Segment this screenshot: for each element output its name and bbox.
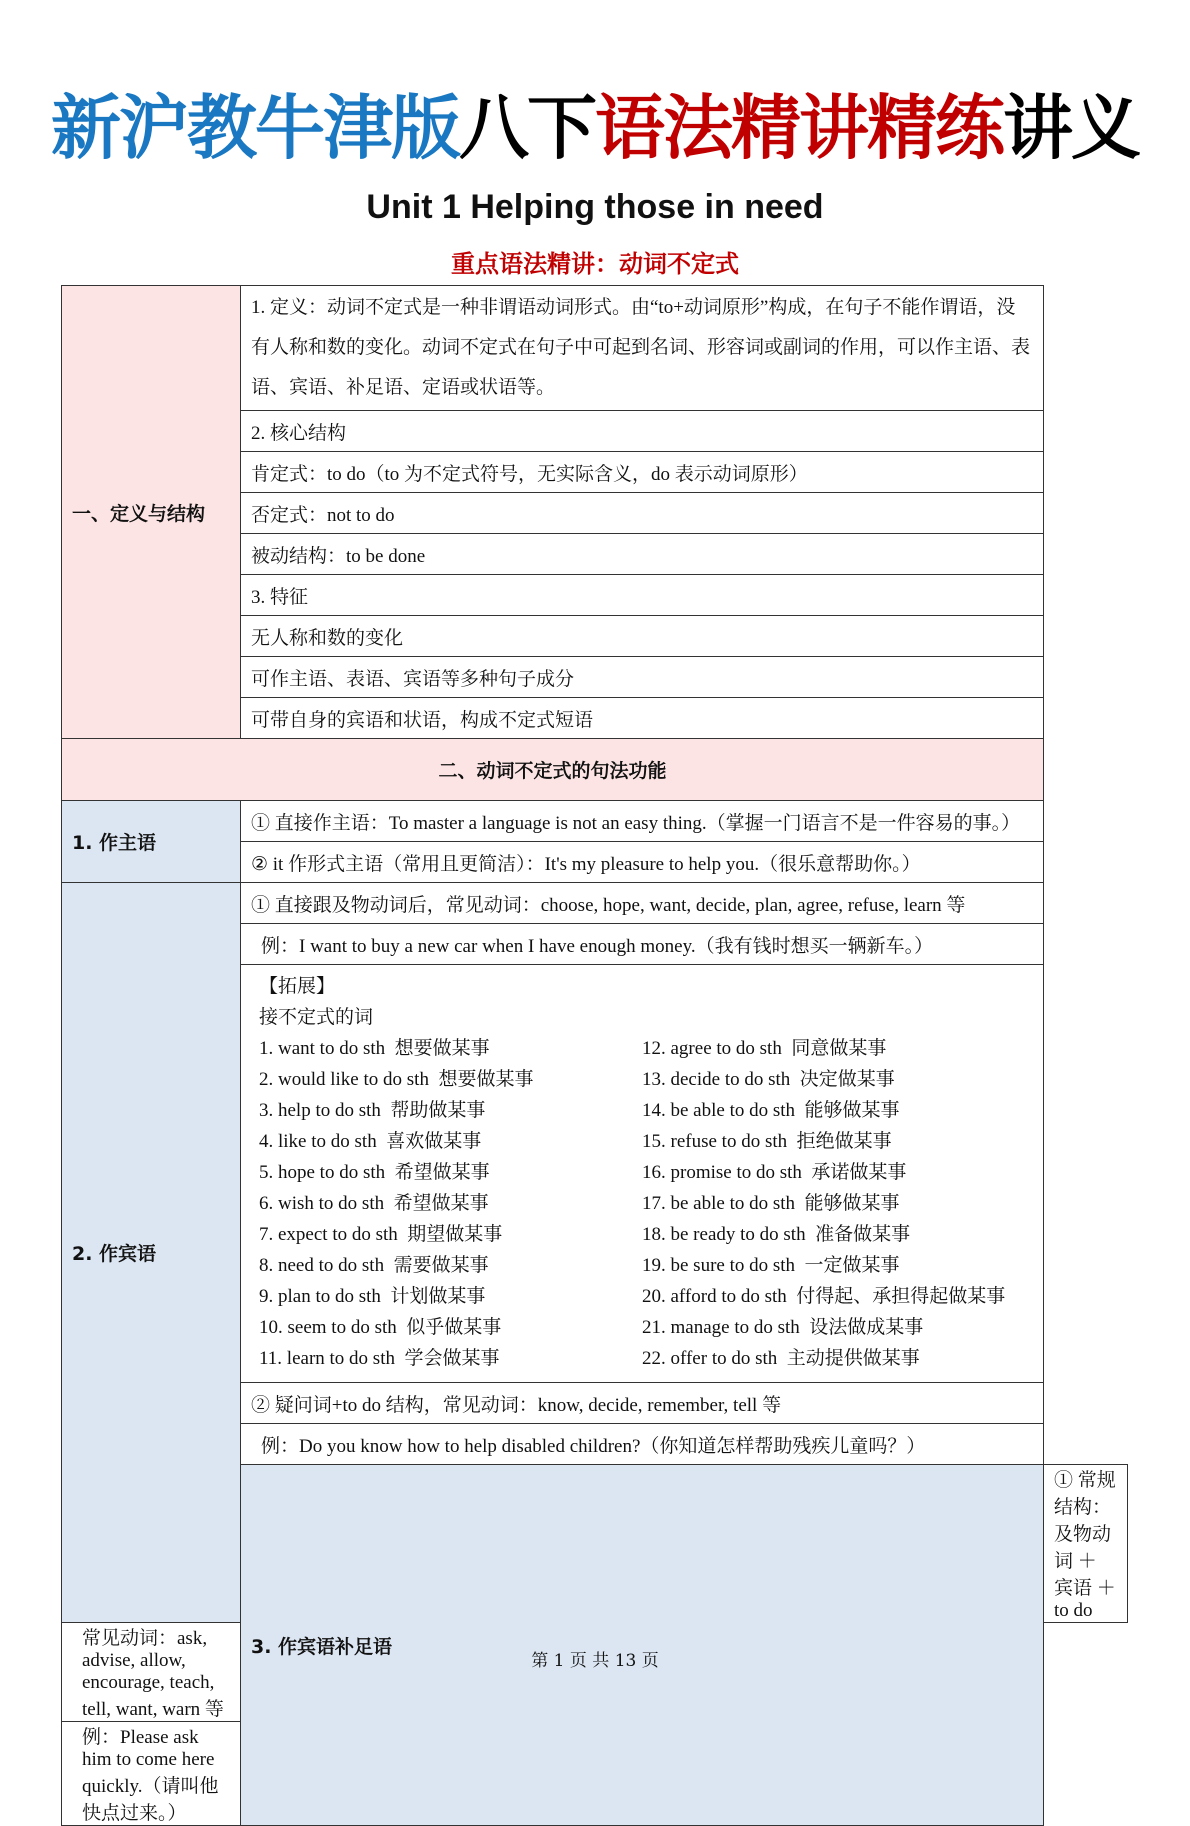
table-cell: 2. 核心结构: [241, 411, 1044, 452]
verb-list-item: 11. learn to do sth 学会做某事: [259, 1348, 500, 1369]
table-cell: 例：I want to buy a new car when I have enough money.（我有钱时想买一辆新车。）: [241, 924, 1044, 965]
verb-list-item: 14. be able to do sth 能够做某事: [642, 1100, 900, 1121]
verb-list-item: 18. be ready to do sth 准备做某事: [642, 1224, 911, 1245]
table-cell: 可带自身的宾语和状语，构成不定式短语: [241, 698, 1044, 739]
section-subtitle: 重点语法精讲：动词不定式: [451, 250, 739, 278]
table-cell: ② it 作形式主语（常用且更简洁）：It's my pleasure to help you.（很乐意帮助你。）: [241, 842, 1044, 883]
table-cell: 可作主语、表语、宾语等多种句子成分: [241, 657, 1044, 698]
table-cell: ① 直接作主语：To master a language is not an easy thing.（掌握一门语言不是一件容易的事。）: [241, 801, 1044, 842]
title-part: 讲义: [1003, 87, 1139, 169]
table-cell: 例：Do you know how to help disabled children?（你知道怎样帮助残疾儿童吗？）: [241, 1424, 1044, 1465]
row-label: 2. 作宾语: [62, 883, 241, 1623]
verb-list-item: 22. offer to do sth 主动提供做某事: [642, 1348, 920, 1369]
table-cell: ① 直接跟及物动词后，常见动词：choose, hope, want, decide, plan, agree, refuse, learn 等: [241, 883, 1044, 924]
verb-list-item: 16. promise to do sth 承诺做某事: [642, 1162, 907, 1183]
verb-list-item: 5. hope to do sth 希望做某事: [259, 1162, 490, 1183]
table-cell: ① 常规结构：及物动词 ＋ 宾语 ＋to do: [1044, 1465, 1128, 1623]
page-footer: 第 1 页 共 13 页: [531, 1651, 659, 1671]
title-part: 语法精讲精练: [595, 87, 1003, 169]
verb-list-item: 12. agree to do sth 同意做某事: [642, 1038, 887, 1059]
table-cell: 1. 定义：动词不定式是一种非谓语动词形式。由“to+动词原形”构成，在句子不能作谓语，没有人称和数的变化。动词不定式在句子中可起到名词、形容词或副词的作用，可以作主语、表语、宾语、补足语、定语或状语等。: [241, 286, 1044, 411]
title-part: 八下: [459, 87, 595, 169]
row-label: 1. 作主语: [62, 801, 241, 883]
table-cell: ② 疑问词+to do 结构，常见动词：know, decide, remember, tell 等: [241, 1383, 1044, 1424]
table-cell: 肯定式：to do（to 为不定式符号，无实际含义，do 表示动词原形）: [241, 452, 1044, 493]
verb-list-item: 13. decide to do sth 决定做某事: [642, 1069, 895, 1090]
verb-list-item: 2. would like to do sth 想要做某事: [259, 1069, 534, 1090]
table-cell: 3. 特征: [241, 575, 1044, 616]
extension-subtitle: 接不定式的词: [259, 1007, 374, 1028]
verb-list-item: 15. refuse to do sth 拒绝做某事: [642, 1131, 892, 1152]
verb-list-item: 20. afford to do sth 付得起、承担得起做某事: [642, 1286, 1006, 1307]
title-part: 新沪教牛津版: [51, 87, 459, 169]
section-header: 二、动词不定式的句法功能: [62, 739, 1044, 801]
verb-list-item: 21. manage to do sth 设法做成某事: [642, 1317, 924, 1338]
verb-list-item: 9. plan to do sth 计划做某事: [259, 1286, 486, 1307]
verb-list-item: 1. want to do sth 想要做某事: [259, 1038, 490, 1059]
table-cell: 被动结构：to be done: [241, 534, 1044, 575]
grammar-table: [61, 285, 1128, 1826]
table-cell: 否定式：not to do: [241, 493, 1044, 534]
unit-title: Unit 1 Helping those in need: [366, 188, 824, 226]
table-cell: 无人称和数的变化: [241, 616, 1044, 657]
verb-list-item: 10. seem to do sth 似乎做某事: [259, 1317, 502, 1338]
table-cell: 常见动词：ask, advise, allow, encourage, teach, tell, want, warn 等: [62, 1623, 241, 1722]
row-label: 3. 作宾语补足语: [241, 1465, 1044, 1826]
verb-list-item: 4. like to do sth 喜欢做某事: [259, 1131, 482, 1152]
extension-title: 【拓展】: [259, 976, 336, 997]
row-label: 一、定义与结构: [62, 286, 241, 739]
verb-list-left: [259, 1033, 642, 1374]
verb-list-right: [642, 1033, 1025, 1374]
document-title: [0, 88, 1190, 168]
verb-list-item: 3. help to do sth 帮助做某事: [259, 1100, 486, 1121]
extension-cell: [241, 965, 1044, 1383]
verb-list-item: 17. be able to do sth 能够做某事: [642, 1193, 900, 1214]
verb-list-item: 6. wish to do sth 希望做某事: [259, 1193, 489, 1214]
verb-list-item: 19. be sure to do sth 一定做某事: [642, 1255, 900, 1276]
verb-list-item: 7. expect to do sth 期望做某事: [259, 1224, 503, 1245]
verb-list-item: 8. need to do sth 需要做某事: [259, 1255, 489, 1276]
table-cell: 例：Please ask him to come here quickly.（请叫他快点过来。）: [62, 1722, 241, 1826]
